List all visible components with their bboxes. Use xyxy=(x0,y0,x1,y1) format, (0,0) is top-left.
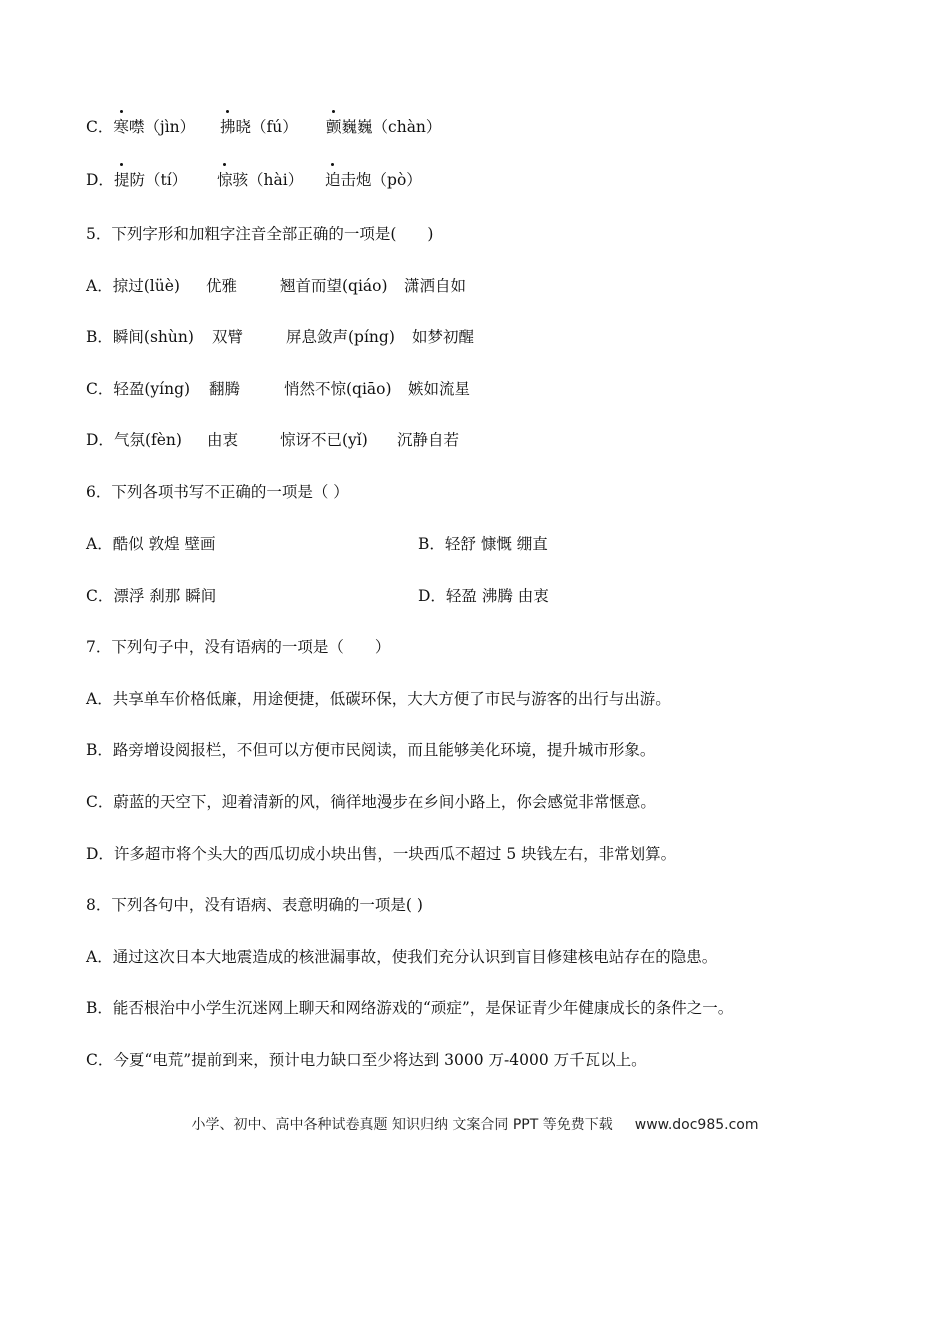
option-item: 如梦初醒 xyxy=(412,328,475,346)
option-prefix: C． xyxy=(86,118,114,136)
option-item: 悄然不惊(qiāo) xyxy=(284,380,392,398)
dotted-char: 迫 xyxy=(325,171,341,189)
q6-option-d: D．轻盈 沸腾 由衷 xyxy=(418,587,549,605)
option-prefix: C． xyxy=(86,380,114,398)
q5-option-d xyxy=(86,429,460,451)
q4-d-word-2 xyxy=(217,169,303,191)
q7-option-d: D．许多超市将个头大的西瓜切成小块出售，一块西瓜不超过 5 块钱左右，非常划算。 xyxy=(86,845,677,863)
option-item: 潇洒自如 xyxy=(404,277,467,295)
option-item: 翻腾 xyxy=(209,380,241,398)
option-item: 掠过(lüè) xyxy=(112,277,180,295)
word-rest: 巍巍 xyxy=(341,118,373,136)
option-prefix: A． xyxy=(86,277,113,295)
dotted-char: 拂 xyxy=(220,118,236,136)
q4-c-word-3 xyxy=(326,116,441,138)
pinyin: （fú） xyxy=(251,118,298,136)
q8-stem: 8．下列各句中，没有语病、表意明确的一项是( ) xyxy=(86,896,423,914)
option-prefix: D． xyxy=(86,171,114,189)
q7-option-a: A．共享单车价格低廉，用途便捷，低碳环保，大大方便了市民与游客的出行与出游。 xyxy=(86,690,671,708)
q8-option-a: A．通过这次日本大地震造成的核泄漏事故，使我们充分认识到盲目修建核电站存在的隐患。 xyxy=(86,948,718,966)
q5-option-b xyxy=(86,326,475,348)
q5-option-a xyxy=(86,275,467,297)
option-item: 沉静自若 xyxy=(397,431,460,449)
option-item: 优雅 xyxy=(206,277,238,295)
dotted-char: 颤 xyxy=(326,118,342,136)
q4-option-c xyxy=(86,116,442,138)
q6-option-c: C．漂浮 刹那 瞬间 xyxy=(86,587,217,605)
q7-option-c: C．蔚蓝的天空下，迎着清新的风，徜徉地漫步在乡间小路上，你会感觉非常惬意。 xyxy=(86,793,656,811)
option-item: 屏息敛声(píng) xyxy=(286,328,395,346)
footer-text: 小学、初中、高中各种试卷真题 知识归纳 文案合同 PPT 等免费下载 xyxy=(191,1117,613,1133)
page-footer xyxy=(0,1114,950,1134)
q6-options-row-1 xyxy=(86,533,548,555)
option-item: 嫉如流星 xyxy=(408,380,471,398)
option-item: 由衷 xyxy=(207,431,239,449)
q8-option-c: C．今夏“电荒”提前到来，预计电力缺口至少将达到 3000 万-4000 万千瓦以上。 xyxy=(86,1051,647,1069)
word-rest: 骇 xyxy=(232,171,249,189)
pinyin: （pò） xyxy=(371,171,422,189)
option-item: 惊讶不已(yǐ) xyxy=(280,431,368,449)
footer-url: www.doc985.com xyxy=(634,1117,759,1133)
option-prefix: D． xyxy=(86,431,114,449)
option-item: 轻盈(yíng) xyxy=(113,380,191,398)
option-prefix: B． xyxy=(86,328,113,346)
q8-option-b: B．能否根治中小学生沉迷网上聊天和网络游戏的“顽症”，是保证青少年健康成长的条件之一。 xyxy=(86,999,734,1017)
q6-options-row-2 xyxy=(86,585,549,607)
dotted-char: 寒 xyxy=(113,118,129,136)
dotted-char: 惊 xyxy=(217,171,233,189)
q6-option-a: A．酷似 敦煌 壁画 xyxy=(86,535,216,553)
option-item: 翘首而望(qiáo) xyxy=(280,277,388,295)
q6-option-b: B．轻舒 慷慨 绷直 xyxy=(418,535,548,553)
option-item: 双臂 xyxy=(212,328,244,346)
q4-d-word-3 xyxy=(325,169,422,191)
pinyin: （jìn） xyxy=(144,118,196,136)
option-item: 瞬间(shùn) xyxy=(112,328,194,346)
q7-option-b: B．路旁增设阅报栏，不但可以方便市民阅读，而且能够美化环境，提升城市形象。 xyxy=(86,741,656,759)
q5-option-c xyxy=(86,378,471,400)
q4-option-d xyxy=(86,169,422,191)
q6-stem: 6．下列各项书写不正确的一项是（ ） xyxy=(86,483,349,501)
word-rest: 噤 xyxy=(128,118,145,136)
word-rest: 晓 xyxy=(235,118,252,136)
word-rest: 防 xyxy=(129,171,145,189)
pinyin: （hài） xyxy=(248,171,304,189)
q7-stem: 7．下列句子中，没有语病的一项是（ ） xyxy=(86,638,391,656)
dotted-char: 提 xyxy=(113,171,130,189)
q4-c-word-2 xyxy=(220,116,298,138)
word-rest: 击炮 xyxy=(340,171,372,189)
pinyin: （tí） xyxy=(144,171,188,189)
q5-stem: 5．下列字形和加粗字注音全部正确的一项是( ) xyxy=(86,225,434,243)
option-item: 气氛(fèn) xyxy=(113,431,182,449)
pinyin: （chàn） xyxy=(372,118,442,136)
